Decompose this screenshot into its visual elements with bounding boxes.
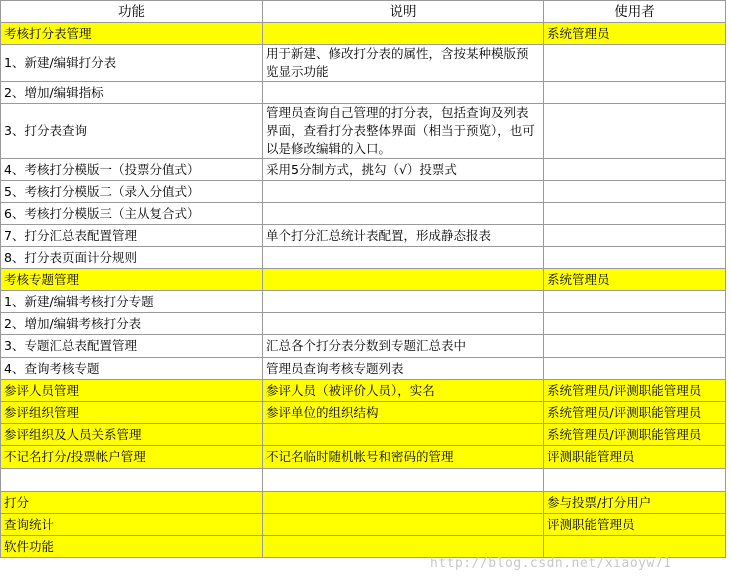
cell-user[interactable] [544, 104, 726, 159]
table-row [1, 45, 726, 82]
cell-function[interactable]: 4、查询考核专题 [1, 358, 263, 380]
table-row [1, 335, 726, 358]
cell-user[interactable] [544, 247, 726, 269]
cell-function[interactable]: 查询统计 [1, 514, 263, 536]
cell-user[interactable] [544, 45, 726, 82]
cell-function[interactable]: 参评组织及人员关系管理 [1, 424, 263, 446]
cell-function[interactable]: 4、考核打分模版一（投票分值式） [1, 159, 263, 181]
cell-function[interactable]: 1、新建/编辑打分表 [1, 45, 263, 82]
cell-function[interactable]: 考核打分表管理 [1, 23, 263, 45]
cell-function[interactable]: 3、打分表查询 [1, 104, 263, 159]
table-row [1, 247, 726, 269]
cell-user[interactable]: 系统管理员/评测职能管理员 [544, 402, 726, 424]
cell-user[interactable]: 评测职能管理员 [544, 446, 726, 469]
cell-function[interactable]: 不记名打分/投票帐户管理 [1, 446, 263, 469]
cell-function[interactable]: 6、考核打分模版三（主从复合式） [1, 203, 263, 225]
cell-function[interactable]: 软件功能 [1, 536, 263, 558]
cell-user[interactable] [544, 181, 726, 203]
cell-function[interactable]: 3、专题汇总表配置管理 [1, 335, 263, 358]
table-row [1, 536, 726, 558]
cell-description[interactable] [263, 424, 544, 446]
cell-user[interactable] [544, 335, 726, 358]
cell-description[interactable] [263, 203, 544, 225]
cell-function[interactable]: 2、增加/编辑考核打分表 [1, 313, 263, 335]
cell-user[interactable] [544, 203, 726, 225]
cell-description[interactable]: 采用5分制方式，挑勾（√）投票式 [263, 159, 544, 181]
cell-user[interactable] [544, 313, 726, 335]
cell-function[interactable]: 7、打分汇总表配置管理 [1, 225, 263, 247]
cell-user[interactable] [544, 291, 726, 313]
cell-description[interactable] [263, 313, 544, 335]
cell-function[interactable]: 8、打分表页面计分规则 [1, 247, 263, 269]
table-row [1, 402, 726, 424]
header-function[interactable]: 功能 [1, 1, 263, 23]
table-row [1, 358, 726, 380]
table-row [1, 181, 726, 203]
table-row [1, 203, 726, 225]
table-row [1, 225, 726, 247]
cell-description[interactable] [263, 514, 544, 536]
cell-function[interactable]: 2、增加/编辑指标 [1, 82, 263, 104]
table-row [1, 269, 726, 291]
header-row [1, 1, 726, 23]
table-row [1, 380, 726, 402]
cell-user[interactable]: 系统管理员/评测职能管理员 [544, 380, 726, 402]
table-row [1, 291, 726, 313]
cell-user[interactable] [544, 159, 726, 181]
cell-description[interactable] [263, 181, 544, 203]
cell-function[interactable]: 打分 [1, 492, 263, 514]
cell-description[interactable] [263, 23, 544, 45]
cell-user[interactable]: 参与投票/打分用户 [544, 492, 726, 514]
cell-description[interactable] [263, 536, 544, 558]
cell-user[interactable] [544, 82, 726, 104]
cell-function[interactable] [1, 469, 263, 492]
cell-description[interactable]: 管理员查询考核专题列表 [263, 358, 544, 380]
table-row [1, 469, 726, 492]
cell-function[interactable]: 5、考核打分模版二（录入分值式） [1, 181, 263, 203]
cell-user[interactable] [544, 536, 726, 558]
cell-description[interactable]: 不记名临时随机帐号和密码的管理 [263, 446, 544, 469]
table-row [1, 82, 726, 104]
cell-description[interactable]: 管理员查询自己管理的打分表，包括查询及列表界面，查看打分表整体界面（相当于预览），也可以是修改编辑的入口。 [263, 104, 544, 159]
cell-function[interactable]: 1、新建/编辑考核打分专题 [1, 291, 263, 313]
cell-function[interactable]: 参评人员管理 [1, 380, 263, 402]
cell-function[interactable]: 考核专题管理 [1, 269, 263, 291]
table-row [1, 424, 726, 446]
cell-description[interactable] [263, 247, 544, 269]
cell-description[interactable]: 单个打分汇总统计表配置，形成静态报表 [263, 225, 544, 247]
cell-description[interactable]: 参评单位的组织结构 [263, 402, 544, 424]
cell-user[interactable]: 系统管理员 [544, 269, 726, 291]
cell-description[interactable]: 参评人员（被评价人员），实名 [263, 380, 544, 402]
cell-function[interactable]: 参评组织管理 [1, 402, 263, 424]
watermark-text: http://blog.csdn.net/xiaoyw71 [430, 556, 672, 571]
table-row [1, 313, 726, 335]
cell-user[interactable] [544, 358, 726, 380]
cell-description[interactable] [263, 291, 544, 313]
cell-description[interactable]: 汇总各个打分表分数到专题汇总表中 [263, 335, 544, 358]
cell-description[interactable] [263, 82, 544, 104]
cell-description[interactable] [263, 269, 544, 291]
cell-user[interactable]: 系统管理员 [544, 23, 726, 45]
cell-user[interactable] [544, 225, 726, 247]
header-user[interactable]: 使用者 [544, 1, 726, 23]
cell-description[interactable] [263, 492, 544, 514]
table-row [1, 514, 726, 536]
table-row [1, 492, 726, 514]
cell-user[interactable]: 评测职能管理员 [544, 514, 726, 536]
cell-user[interactable]: 系统管理员/评测职能管理员 [544, 424, 726, 446]
table-row [1, 23, 726, 45]
cell-description[interactable] [263, 469, 544, 492]
table-row [1, 446, 726, 469]
cell-description[interactable]: 用于新建、修改打分表的属性，含按某种模版预览显示功能 [263, 45, 544, 82]
header-description[interactable]: 说明 [263, 1, 544, 23]
cell-user[interactable] [544, 469, 726, 492]
table-row [1, 159, 726, 181]
table-row [1, 104, 726, 159]
